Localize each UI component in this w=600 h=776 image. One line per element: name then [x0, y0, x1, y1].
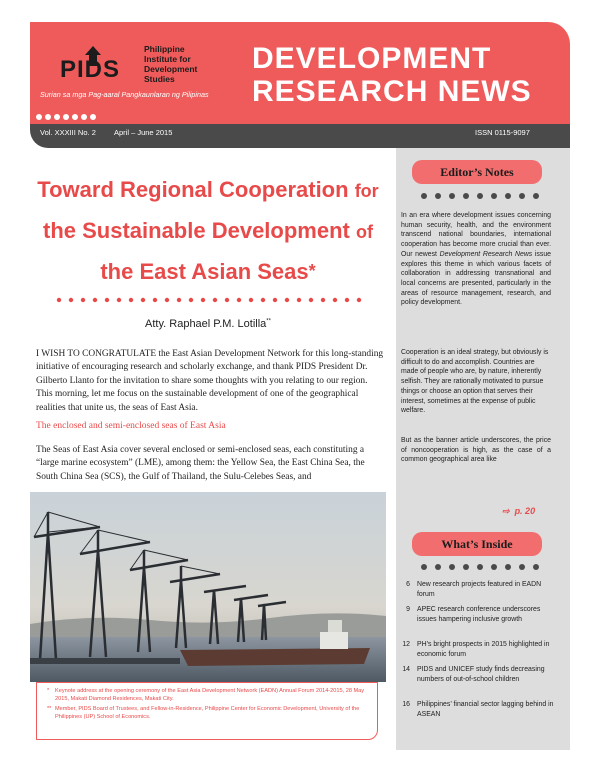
- decor-dot: [36, 114, 42, 120]
- decor-dot: [45, 114, 51, 120]
- editors-notes-heading: Editor’s Notes: [412, 160, 542, 184]
- toc-page-number: 16: [402, 701, 410, 708]
- author-footnote-mark: **: [266, 318, 271, 325]
- headline-connector: of: [355, 222, 373, 242]
- dotted-divider: [56, 297, 366, 303]
- logo-wordmark: PIDS: [60, 56, 121, 83]
- port-cranes-photo: [30, 492, 386, 682]
- decor-dot: [54, 114, 60, 120]
- decor-dot: [90, 114, 96, 120]
- editors-notes-text: issue explores this theme in which various facets of collaboration in addressing transnational and local concerns are presented, particularly in the areas of resource management, research, and policy development.: [401, 250, 551, 307]
- article-subheading: The enclosed and semi-enclosed seas of East Asia: [36, 421, 226, 431]
- org-name-line: Studies: [144, 74, 175, 84]
- toc-page-number: 9: [406, 606, 410, 613]
- article-author: [30, 318, 386, 330]
- toc-page-number: 12: [402, 641, 410, 648]
- footnote: [47, 688, 367, 703]
- article-paragraph: The Seas of East Asia cover several enclosed or semi-enclosed seas, each constituting a “large marine ecosystem” (LME), among them: the Yellow Sea, the East China Sea, the South China Sea (SCS), the Gulf of Thailand, the Sulu-Celebes Seas, and: [36, 445, 365, 482]
- issn: ISSN 0115-9097: [475, 128, 530, 137]
- headline-text: the Sustainable Development: [43, 218, 350, 243]
- toc-page-number: 6: [406, 581, 410, 588]
- sidebar: [396, 148, 570, 750]
- editors-notes-paragraph: Cooperation is an ideal strategy, but obviously is difficult to do and accomplish. Countries are made of people who are, by nature, inherently selfish. They are rationally motivated to pursue things or choose an option that serves their interest, sometimes at the expense of public welfare.: [401, 349, 549, 415]
- toc-title: APEC research conference underscores issues hampering inclusive growth: [417, 606, 541, 623]
- toc-page-number: 14: [402, 666, 410, 673]
- author-name: Atty. Raphael P.M. Lotilla: [145, 318, 267, 330]
- publication-name-italic: Development Research News: [439, 250, 533, 258]
- headline-connector: for: [354, 181, 379, 201]
- headline-text: Toward Regional Cooperation: [37, 177, 349, 202]
- issue-date: April – June 2015: [114, 128, 173, 137]
- toc-title: PIDS and UNICEF study finds decreasing numbers of out-of-school children: [417, 666, 545, 683]
- footnotes-box: [36, 682, 378, 740]
- org-name-line: Institute for: [144, 54, 191, 64]
- footnote-mark: *: [47, 688, 50, 694]
- publication-title: [252, 42, 552, 108]
- toc-title: Philippines’ financial sector lagging behind in ASEAN: [417, 701, 554, 718]
- arrow-right-icon: ⇨: [502, 506, 510, 516]
- decor-dot: [72, 114, 78, 120]
- editors-notes-text: In an era where development issues concerning human security, health, and the environment transcend national boundaries, international cooperation has become more crucial than ever. Our newest: [401, 212, 551, 258]
- continued-page: p. 20: [514, 506, 536, 516]
- editors-notes-paragraph: [401, 211, 551, 308]
- volume-number: Vol. XXXIII No. 2: [40, 128, 96, 137]
- headline-text: the East Asian Seas: [100, 259, 309, 284]
- org-name-line: Development: [144, 64, 198, 74]
- decor-dot: [81, 114, 87, 120]
- footnote: [47, 706, 367, 721]
- headline-footnote-mark: *: [308, 261, 316, 281]
- toc-title: PH’s bright prospects in 2015 highlighted in economic forum: [417, 641, 550, 658]
- decor-dot: [63, 114, 69, 120]
- dotted-divider: [420, 192, 540, 200]
- organization-name: [144, 44, 234, 84]
- publication-title-line: DEVELOPMENT: [252, 42, 492, 75]
- publication-title-line: RESEARCH NEWS: [252, 75, 532, 108]
- article-headline: [30, 170, 386, 291]
- toc-title: New research projects featured in EADN forum: [417, 581, 542, 598]
- whats-inside-heading: What’s Inside: [412, 532, 542, 556]
- footnote-text: Keynote address at the opening ceremony of the East Asia Development Network (EADN) Annual Forum 2014-2015, 28 May 2015, Makati Diamond Residences, Makati City.: [55, 688, 365, 702]
- tagline: Surian sa mga Pag-aaral Pangkaunlaran ng Pilipinas: [40, 90, 209, 99]
- editors-notes-paragraph: But as the banner article underscores, the price of noncooperation is high, as the case of a common geographical area like: [401, 437, 551, 464]
- footnote-mark: **: [47, 706, 52, 712]
- article-paragraph: I WISH TO CONGRATULATE the East Asian Development Network for this long-standing initiative of encouraging research and scholarly exchange, and thank PIDS President Dr. Gilberto Llanto for the invitation to share some thoughts with you relating to our region. This morning, let me focus on the sustainable development of one of the geographical realities that unite us, the seas of East Asia.: [36, 349, 384, 413]
- continued-link[interactable]: [502, 506, 535, 517]
- org-name-line: Philippine: [144, 44, 185, 54]
- dotted-divider: [420, 563, 540, 571]
- footnote-text: Member, PIDS Board of Trustees, and Fellow-in-Residence, Philippine Center for Economic Development, University of the Philippines (UP) School of Economics.: [55, 706, 360, 720]
